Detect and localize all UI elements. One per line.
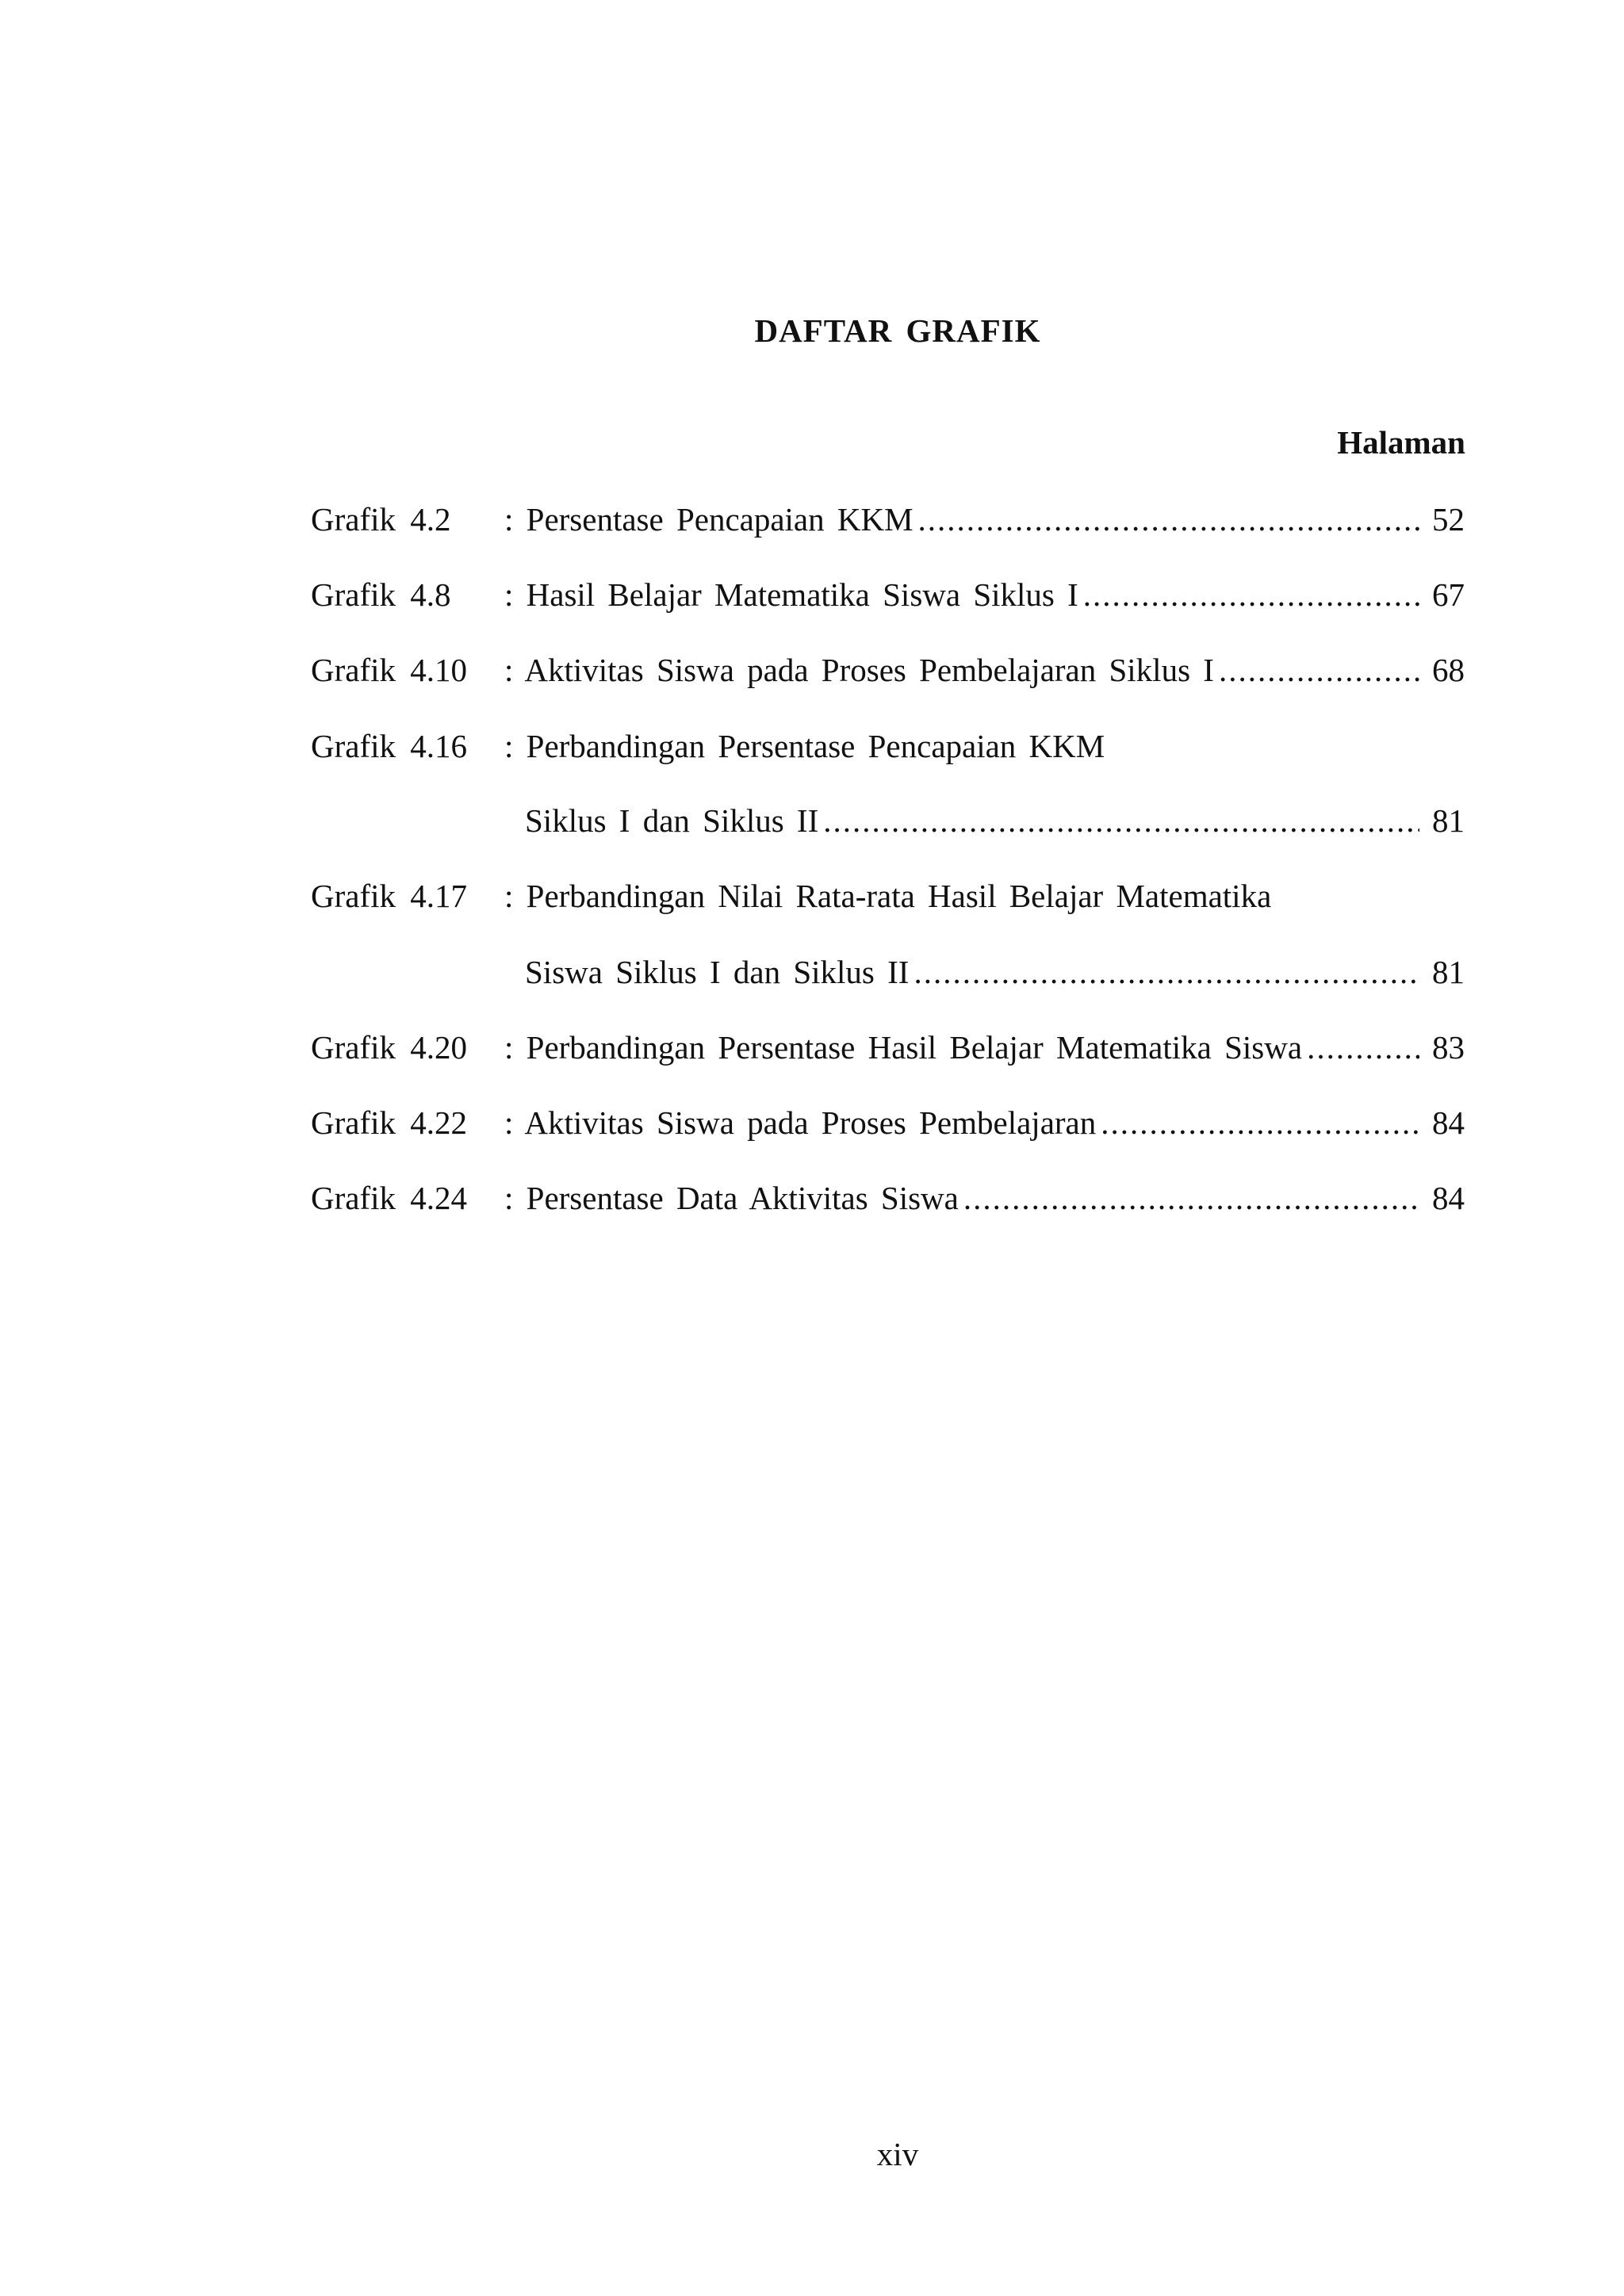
entry-title: : Perbandingan Persentase Hasil Belajar Matematika Siswa	[504, 1029, 1303, 1066]
entry-label: Grafik 4.24	[311, 1180, 468, 1216]
entry-content	[525, 950, 1465, 994]
page-title: DAFTAR GRAFIK	[754, 312, 1041, 349]
toc-entry-grafik-4-10[interactable]	[311, 648, 1465, 692]
entry-content	[504, 497, 1465, 541]
entry-title: : Aktivitas Siswa pada Proses Pembelajaran	[504, 1104, 1097, 1141]
dot-leader	[1083, 572, 1419, 617]
entry-title: : Persentase Pencapaian KKM	[504, 501, 914, 538]
entry-label: Grafik 4.10	[311, 652, 468, 688]
entry-title: : Aktivitas Siswa pada Proses Pembelajaran Siklus I	[504, 652, 1214, 688]
entry-content	[504, 874, 1465, 918]
entry-content	[504, 572, 1465, 617]
entry-title-continuation: Siswa Siklus I dan Siklus II	[525, 954, 910, 990]
dot-leader	[1219, 648, 1419, 692]
dot-leader	[963, 1176, 1419, 1220]
entry-content	[504, 1025, 1465, 1070]
entry-title: : Persentase Data Aktivitas Siswa	[504, 1180, 959, 1216]
toc-entry-grafik-4-16-continuation[interactable]	[311, 798, 1465, 843]
entry-page-number: 81	[1432, 954, 1465, 990]
entry-page-number: 81	[1432, 802, 1465, 839]
entry-page-number: 67	[1432, 576, 1465, 613]
dot-leader	[1101, 1100, 1419, 1145]
entry-page-number: 68	[1432, 652, 1465, 688]
dot-leader	[914, 950, 1419, 994]
entry-page-number: 83	[1432, 1029, 1465, 1066]
page-number: xiv	[876, 2136, 919, 2172]
dot-leader	[823, 798, 1419, 843]
page-column-header: Halaman	[1337, 424, 1465, 461]
entry-label: Grafik 4.17	[311, 878, 468, 914]
entry-title: : Perbandingan Persentase Pencapaian KKM	[504, 728, 1105, 764]
toc-entry-grafik-4-2[interactable]	[311, 497, 1465, 541]
entry-page-number: 84	[1432, 1180, 1465, 1216]
toc-entry-grafik-4-22[interactable]	[311, 1100, 1465, 1145]
toc-entry-grafik-4-8[interactable]	[311, 572, 1465, 617]
entry-label: Grafik 4.16	[311, 728, 468, 764]
entry-content	[504, 1100, 1465, 1145]
dot-leader	[1307, 1025, 1419, 1070]
entry-page-number: 84	[1432, 1104, 1465, 1141]
entry-content	[525, 798, 1465, 843]
entry-content	[504, 1176, 1465, 1220]
toc-entry-grafik-4-16[interactable]	[311, 724, 1465, 768]
toc-entry-grafik-4-24[interactable]	[311, 1176, 1465, 1220]
entry-label: Grafik 4.2	[311, 501, 451, 538]
entry-page-number: 52	[1432, 501, 1465, 538]
entry-content	[504, 648, 1465, 692]
entry-label: Grafik 4.8	[311, 576, 451, 613]
toc-entry-grafik-4-20[interactable]	[311, 1025, 1465, 1070]
entry-title-continuation: Siklus I dan Siklus II	[525, 802, 819, 839]
dot-leader	[918, 497, 1419, 541]
entry-title: : Perbandingan Nilai Rata-rata Hasil Belajar Matematika	[504, 878, 1272, 914]
toc-entry-grafik-4-17[interactable]	[311, 874, 1465, 918]
toc-entry-grafik-4-17-continuation[interactable]	[311, 950, 1465, 994]
entry-title: : Hasil Belajar Matematika Siswa Siklus I	[504, 576, 1078, 613]
entry-label: Grafik 4.20	[311, 1029, 468, 1066]
entry-content	[504, 724, 1465, 768]
entry-label: Grafik 4.22	[311, 1104, 468, 1141]
